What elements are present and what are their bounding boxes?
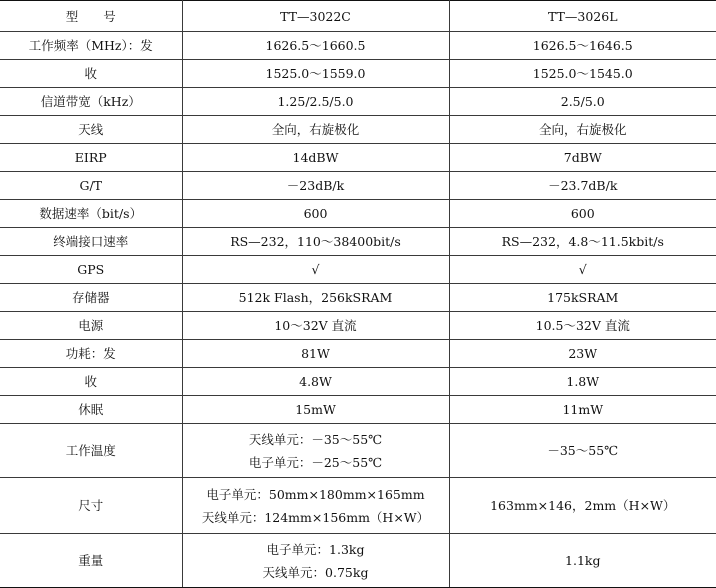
row-label: 收 — [0, 60, 182, 88]
cell-line: 电子单元：50mm×180mm×165mm — [206, 486, 425, 502]
row-value-tt3022c: 4.8W — [182, 368, 449, 396]
cell-line: 电子单元：1.3kg — [266, 541, 365, 557]
row-value-tt3022c: 1.25/2.5/5.0 — [182, 88, 449, 116]
row-label: 数据速率（bit/s） — [0, 200, 182, 228]
table-row — [0, 424, 716, 478]
row-label: 重量 — [0, 534, 182, 588]
row-label: 休眠 — [0, 396, 182, 424]
row-label: 终端接口速率 — [0, 228, 182, 256]
row-label: 存储器 — [0, 284, 182, 312]
table-row — [0, 116, 716, 144]
row-value-tt3022c — [182, 424, 449, 478]
row-value-tt3022c: RS—232，110～38400bit/s — [182, 228, 449, 256]
row-value-tt3022c: 10～32V 直流 — [182, 312, 449, 340]
row-value-tt3022c: －23dB/k — [182, 172, 449, 200]
table-row — [0, 172, 716, 200]
row-value-tt3022c: 1525.0～1559.0 — [182, 60, 449, 88]
row-value-tt3022c — [182, 534, 449, 588]
table-row — [0, 228, 716, 256]
row-value-tt3022c: 512k Flash，256kSRAM — [182, 284, 449, 312]
row-label: 工作频率（MHz）：发 — [0, 32, 182, 60]
cell-line: 电子单元：－25～55℃ — [248, 454, 383, 470]
row-value-tt3022c: 600 — [182, 200, 449, 228]
row-label: GPS — [0, 256, 182, 284]
cell-line: 天线单元：0.75kg — [262, 564, 369, 580]
row-value-tt3022c: 15mW — [182, 396, 449, 424]
row-value-tt3022c: 81W — [182, 340, 449, 368]
cell-line: 天线单元：－35～55℃ — [248, 431, 383, 447]
row-label: 天线 — [0, 116, 182, 144]
row-label: 信道带宽（kHz） — [0, 88, 182, 116]
row-value-tt3026l: 2.5/5.0 — [449, 88, 716, 116]
header-tt3026l: TT—3026L — [449, 1, 716, 32]
row-value-tt3022c: 14dBW — [182, 144, 449, 172]
row-value-tt3022c: 1626.5～1660.5 — [182, 32, 449, 60]
table-row — [0, 396, 716, 424]
spec-table-body — [0, 1, 716, 588]
table-row — [0, 368, 716, 396]
row-value-tt3026l: 163mm×146，2mm（H×W） — [449, 478, 716, 534]
table-row — [0, 478, 716, 534]
table-row — [0, 340, 716, 368]
row-value-tt3026l: 175kSRAM — [449, 284, 716, 312]
row-value-tt3026l: 10.5～32V 直流 — [449, 312, 716, 340]
row-label: 尺寸 — [0, 478, 182, 534]
header-model: 型 号 — [0, 1, 182, 32]
table-row — [0, 60, 716, 88]
header-row — [0, 1, 716, 32]
row-value-tt3026l: －23.7dB/k — [449, 172, 716, 200]
row-label: 工作温度 — [0, 424, 182, 478]
row-value-tt3026l: 600 — [449, 200, 716, 228]
cell-line: 天线单元：124mm×156mm（H×W） — [201, 509, 430, 525]
table-row — [0, 256, 716, 284]
row-value-tt3026l: 1.1kg — [449, 534, 716, 588]
checkmark-icon: √ — [182, 256, 449, 284]
row-label: 收 — [0, 368, 182, 396]
row-value-tt3026l: 7dBW — [449, 144, 716, 172]
table-row — [0, 312, 716, 340]
row-value-tt3026l: 1.8W — [449, 368, 716, 396]
table-row — [0, 32, 716, 60]
table-row — [0, 144, 716, 172]
row-value-tt3026l: 23W — [449, 340, 716, 368]
table-row — [0, 200, 716, 228]
row-value-tt3026l: 11mW — [449, 396, 716, 424]
row-value-tt3022c: 全向，右旋极化 — [182, 116, 449, 144]
row-value-tt3026l: 1525.0～1545.0 — [449, 60, 716, 88]
checkmark-icon: √ — [449, 256, 716, 284]
row-value-tt3026l: 1626.5～1646.5 — [449, 32, 716, 60]
row-label: 功耗：发 — [0, 340, 182, 368]
table-row — [0, 88, 716, 116]
row-value-tt3026l: 全向，右旋极化 — [449, 116, 716, 144]
row-value-tt3026l: RS—232，4.8～11.5kbit/s — [449, 228, 716, 256]
row-label: EIRP — [0, 144, 182, 172]
row-label: 电源 — [0, 312, 182, 340]
table-row — [0, 284, 716, 312]
row-label: G/T — [0, 172, 182, 200]
table-row — [0, 534, 716, 588]
row-value-tt3022c — [182, 478, 449, 534]
row-value-tt3026l: －35～55℃ — [449, 424, 716, 478]
header-tt3022c: TT—3022C — [182, 1, 449, 32]
